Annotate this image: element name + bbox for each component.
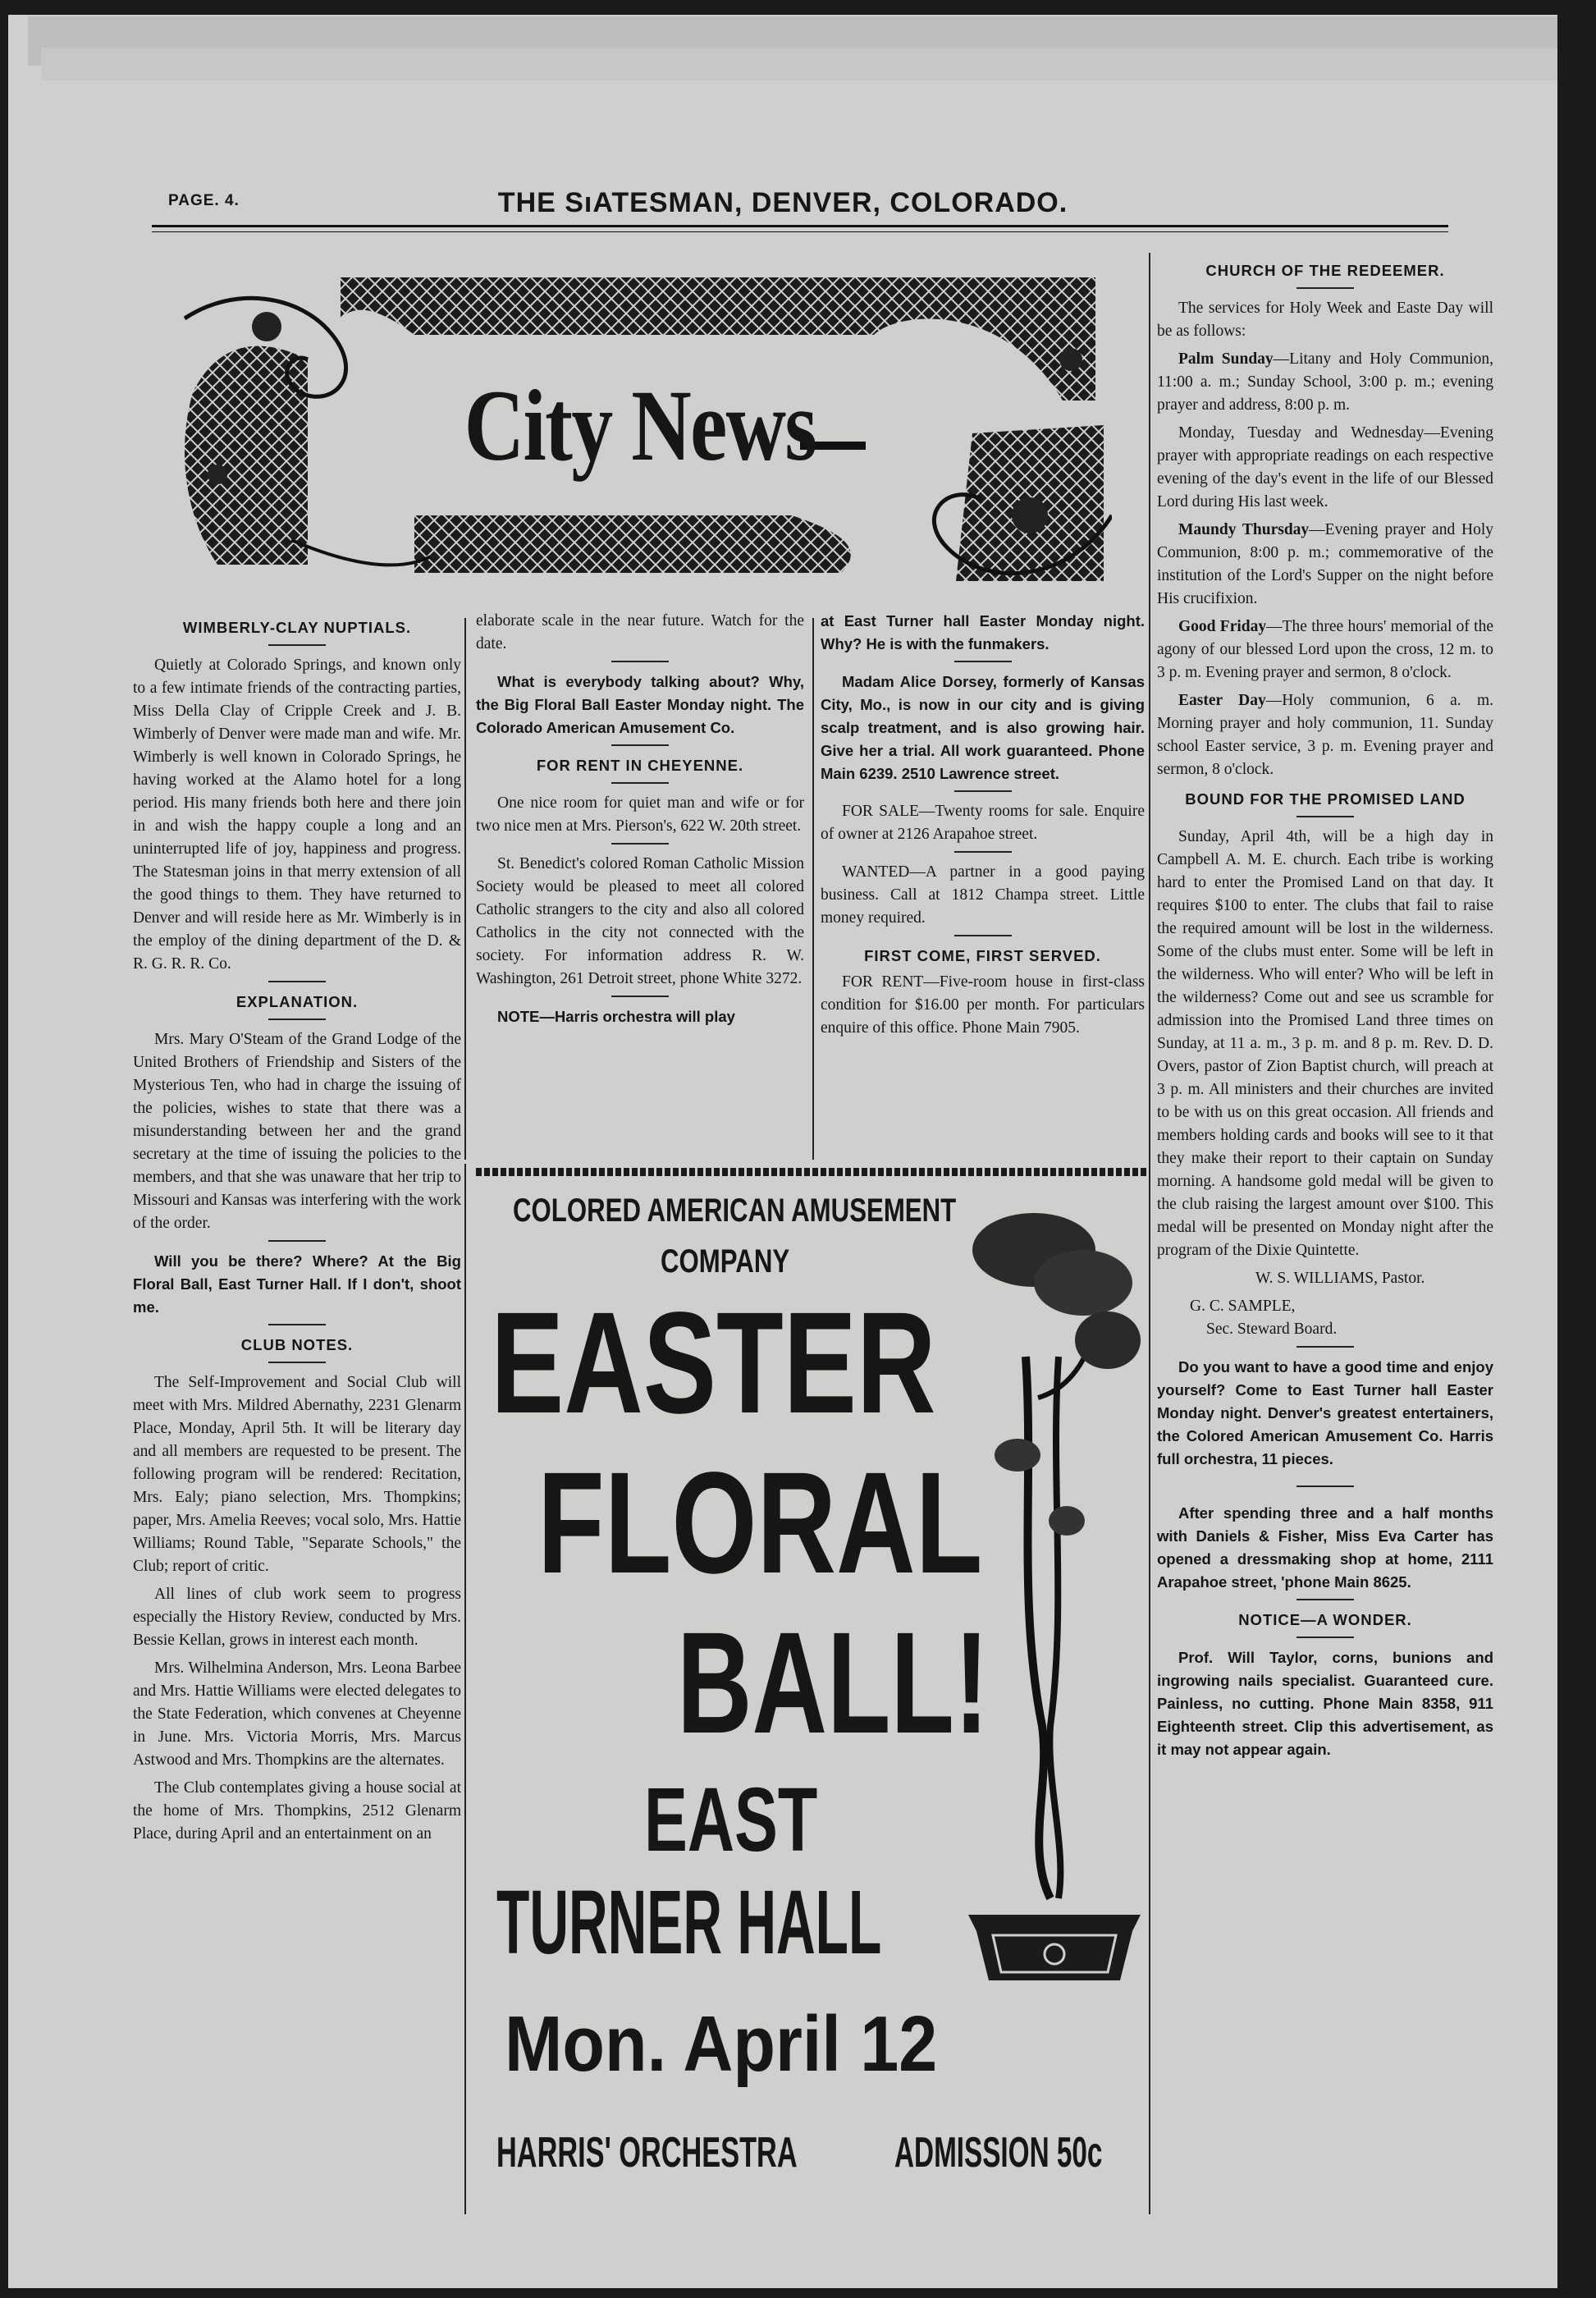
separator (954, 661, 1012, 662)
maundy-label: Maundy Thursday (1178, 521, 1310, 538)
header-rule (152, 231, 1448, 232)
running-header (8, 187, 1557, 220)
column-rule (812, 618, 814, 1160)
masthead: THE SıATESMAN, DENVER, COLORADO. (497, 187, 1068, 218)
wimberly-article: Quietly at Colorado Springs, and known only to a few intimate friends of the contracting parties, Miss Della Clay of Cripple Creek and J. B. Wimberly of Denver were made man and wife. Mr. Wimberly is well known in Colorado Springs, he having worked at the Alamo hotel for a long period. His many friends both here and there join in and wish the happy couple a long and an uninterrupted life of joy, happiness and progress. The Statesman joins in that merry extension of all the good things to them. They have returned to Denver and will reside here as Mr. Wimberly is in the employ of the dining department of the D. & R. G. R. R. Co. (133, 657, 461, 973)
palm-sunday-label: Palm Sunday (1178, 350, 1274, 368)
maundy-text: —Evening prayer and Holy Communion, 8:00 p. m.; commemorative of the institution of the Lord's Supper on the night before His crucifixion. (1157, 521, 1493, 607)
separator (1296, 1485, 1354, 1487)
notice-heading: NOTICE—A WONDER. (1238, 1611, 1412, 1628)
harris-note: NOTE—Harris orchestra will play (497, 1008, 735, 1025)
for-sale-item: FOR SALE—Twenty rooms for sale. Enquire of owner at 2126 Arapahoe street. (821, 803, 1145, 843)
club-notes-p4: The Club contemplates giving a house social at the home of Mrs. Thompkins, 2512 Glenarm Place, during April and an entertainment on an (133, 1779, 461, 1843)
separator (1296, 816, 1354, 817)
ad-turner-hall: TURNER HALL (496, 1872, 882, 1973)
ad-ball: BALL! (677, 1603, 990, 1764)
first-come-heading: FIRST COME, FIRST SERVED. (864, 947, 1101, 964)
header-rule (152, 225, 1448, 227)
separator (268, 1019, 326, 1020)
separator (611, 843, 669, 845)
column-2 (476, 610, 804, 1033)
column-3 (821, 610, 1145, 1045)
talking-item: What is everybody talking about? Why, the Big Floral Ball Easter Monday night. The Colorado American Amusement Co. (476, 673, 804, 736)
signature-sample: G. C. SAMPLE, (1190, 1298, 1296, 1315)
separator (1296, 1346, 1354, 1348)
club-notes-p3: Mrs. Wilhelmina Anderson, Mrs. Leona Barbee and Mrs. Hattie Williams were elected delegates to the State Federation, which convenes at Cheyenne in June. Mrs. Victoria Morris, Mrs. Marcus Astwood and Mrs. Thompkins are the alternates. (133, 1659, 461, 1769)
ad-company-word: COMPANY (661, 1243, 790, 1279)
dorsey-item: Madam Alice Dorsey, formerly of Kansas City, Mo., is now in our city and is giving scalp treatment, and is also growing hair. Give her a trial. All work guaranteed. Phone Main 6239. 2510 Lawrence street. (821, 673, 1145, 782)
notice-body: Prof. Will Taylor, corns, bunions and ingrowing nails specialist. Guaranteed cure. Painless, no cutting. Phone Main 8358, 911 Eighteenth street. Clip this advertisement, as it may not appear again. (1157, 1649, 1493, 1758)
wimberly-heading: WIMBERLY-CLAY NUPTIALS. (182, 619, 412, 636)
newspaper-page (8, 15, 1557, 2288)
carter-item: After spending three and a half months with Daniels & Fisher, Miss Eva Carter has opened a dressmaking shop at home, 2111 Arapahoe street, 'phone Main 8625. (1157, 1504, 1493, 1591)
club-notes-p2: All lines of club work seem to progress especially the History Review, conducted by Mrs. Bessie Kellan, grows in interest each month. (133, 1586, 461, 1649)
ad-easter: EASTER (491, 1283, 936, 1444)
separator (268, 644, 326, 646)
church-heading: CHURCH OF THE REDEEMER. (1205, 262, 1445, 279)
column-1 (133, 610, 461, 1851)
church-intro: The services for Holy Week and Easte Day will be as follows: (1157, 300, 1493, 340)
first-come-body: FOR RENT—Five-room house in first-class condition for $16.00 per month. For particulars enquire of this office. Phone Main 7905. (821, 973, 1145, 1037)
good-time-item: Do you want to have a good time and enjoy yourself? Come to East Turner hall Easter Monday night. Denver's greatest entertainers, the Colored American Amusement Co. Harris full orchestra, 11 pieces. (1157, 1358, 1493, 1467)
flower-urn-icon (968, 1192, 1149, 1997)
signature-pastor: W. S. WILLIAMS, Pastor. (1255, 1270, 1425, 1287)
separator (611, 661, 669, 662)
benedict-notice: St. Benedict's colored Roman Catholic Mission Society would be pleased to meet all colored Catholic strangers to the city and also all colored Catholics in the city not connected with the society. For information address R. W. Washington, 261 Detroit street, phone White 3272. (476, 855, 804, 987)
easter-text: —Holy communion, 6 a. m. Morning prayer and holy communion, 11. Sunday school Easter service, 3 p. m. Evening prayer and sermon, 8 o'clock. (1157, 692, 1493, 778)
separator (268, 981, 326, 982)
separator (611, 782, 669, 784)
col3-continuation: at East Turner hall Easter Monday night. Why? He is with the funmakers. (821, 612, 1145, 652)
col2-continuation: elaborate scale in the near future. Watch for the date. (476, 612, 804, 652)
ad-orchestra: HARRIS' ORCHESTRA (496, 2129, 798, 2177)
ad-date: Mon. April 12 (505, 2000, 938, 2088)
ad-company-line: COLORED AMERICAN AMUSEMENT (513, 1192, 957, 1229)
column-rule (464, 1164, 466, 2214)
page-edge (41, 48, 1557, 80)
friday-label: Good Friday (1178, 618, 1267, 635)
signature-steward: Sec. Steward Board. (1206, 1321, 1338, 1338)
club-notes-heading: CLUB NOTES. (240, 1336, 354, 1353)
explanation-heading: EXPLANATION. (236, 993, 359, 1010)
column-4 (1157, 253, 1493, 1766)
banner-title: City News (464, 369, 816, 482)
easter-ball-advertisement (476, 1168, 1149, 2210)
wanted-item: WANTED—A partner in a good paying business. Call at 1812 Champa street. Little money required. (821, 863, 1145, 927)
ad-admission: ADMISSION 50c (894, 2129, 1103, 2177)
friday-text: —The three hours' memorial of the agony of our blessed Lord upon the cross, 12 m. to 3 p. m. Evening prayer and sermon, 8 o'clock. (1157, 618, 1493, 681)
club-notes-p1: The Self-Improvement and Social Club will meet with Mrs. Mildred Abernathy, 2231 Glenarm Place, Monday, April 5th. It will be literary day and all members are requested to be present. The following program will be rendered: Recitation, Mrs. Ealy; piano selection, Mrs. Thompkins; paper, Mrs. Amelia Reeves; vocal solo, Mrs. Hattie Williams; Round Table, "Separate Schools," the Club; report of critic. (133, 1374, 461, 1575)
mtw-item: Monday, Tuesday and Wednesday—Evening prayer with appropriate readings on each respective evening of the day's event in the life of our Blessed Lord during His last week. (1157, 424, 1493, 510)
separator (611, 996, 669, 997)
column-rule (1149, 253, 1150, 2214)
promised-land-body: Sunday, April 4th, will be a high day in Campbell A. M. E. church. Each tribe is working hard to enter the Promised Land on that day. It requires $100 to enter. The clubs that fail to raise the required amount will be lost in the wilderness. Some of the clubs must enter. Some will be left in the wilderness. Who will enter? Who will be left in the wilderness? Come out and see us scramble for admission into the Promised Land three times on Sunday, at 11 a. m., 3 p. m. and 8 p. m. Rev. D. D. Overs, pastor of Zion Baptist church, will preach at 3 p. m. All ministers and their churches are invited to be with us on this great occasion. All friends and members holding cards and books will see to it that they make their report to their captain on Sunday morning. A handsome gold medal will be given to the club raising the largest amount over $100. This medal will be presented on Monday night after the program of the Dixie Quintette. (1157, 828, 1493, 1259)
separator (954, 790, 1012, 792)
palm-sunday-text: —Litany and Holy Communion, 11:00 a. m.; Sunday School, 3:00 p. m.; evening prayer and address, 8:00 p. m. (1157, 350, 1493, 414)
separator (1296, 287, 1354, 289)
ad-floral: FLORAL (537, 1443, 983, 1604)
maundy-thursday (1157, 519, 1493, 611)
separator (611, 744, 669, 746)
ad-border (476, 1168, 1149, 1176)
easter-label: Easter Day (1178, 692, 1266, 709)
easter-day (1157, 689, 1493, 781)
column-rule (464, 618, 466, 1160)
separator (268, 1240, 326, 1242)
promised-land-heading: BOUND FOR THE PROMISED LAND (1185, 790, 1466, 808)
separator (268, 1324, 326, 1325)
page-number: PAGE. 4. (168, 192, 240, 209)
separator (1296, 1599, 1354, 1600)
good-friday (1157, 616, 1493, 684)
rent-cheyenne-heading: FOR RENT IN CHEYENNE. (536, 757, 744, 774)
will-you-item: Will you be there? Where? At the Big Floral Ball, East Turner Hall. If I don't, shoot me. (133, 1252, 461, 1316)
separator (954, 935, 1012, 936)
explanation-article: Mrs. Mary O'Steam of the Grand Lodge of the United Brothers of Friendship and Sisters of the Mysterious Ten, who had in charge the issuing of the policies, wishes to state that there was a misunderstanding between her and the grand secretary at the time of issuing the policies to the members, and that she was unaware that her trip to Missouri and Kansas was interfering with the work of the order. (133, 1031, 461, 1232)
separator (268, 1362, 326, 1363)
ad-east: EAST (644, 1769, 818, 1870)
palm-sunday (1157, 348, 1493, 417)
rent-cheyenne-body: One nice room for quiet man and wife or for two nice men at Mrs. Pierson's, 622 W. 20th street. (476, 794, 804, 835)
separator (954, 851, 1012, 853)
separator (1296, 1637, 1354, 1638)
city-news-banner (168, 269, 1112, 597)
